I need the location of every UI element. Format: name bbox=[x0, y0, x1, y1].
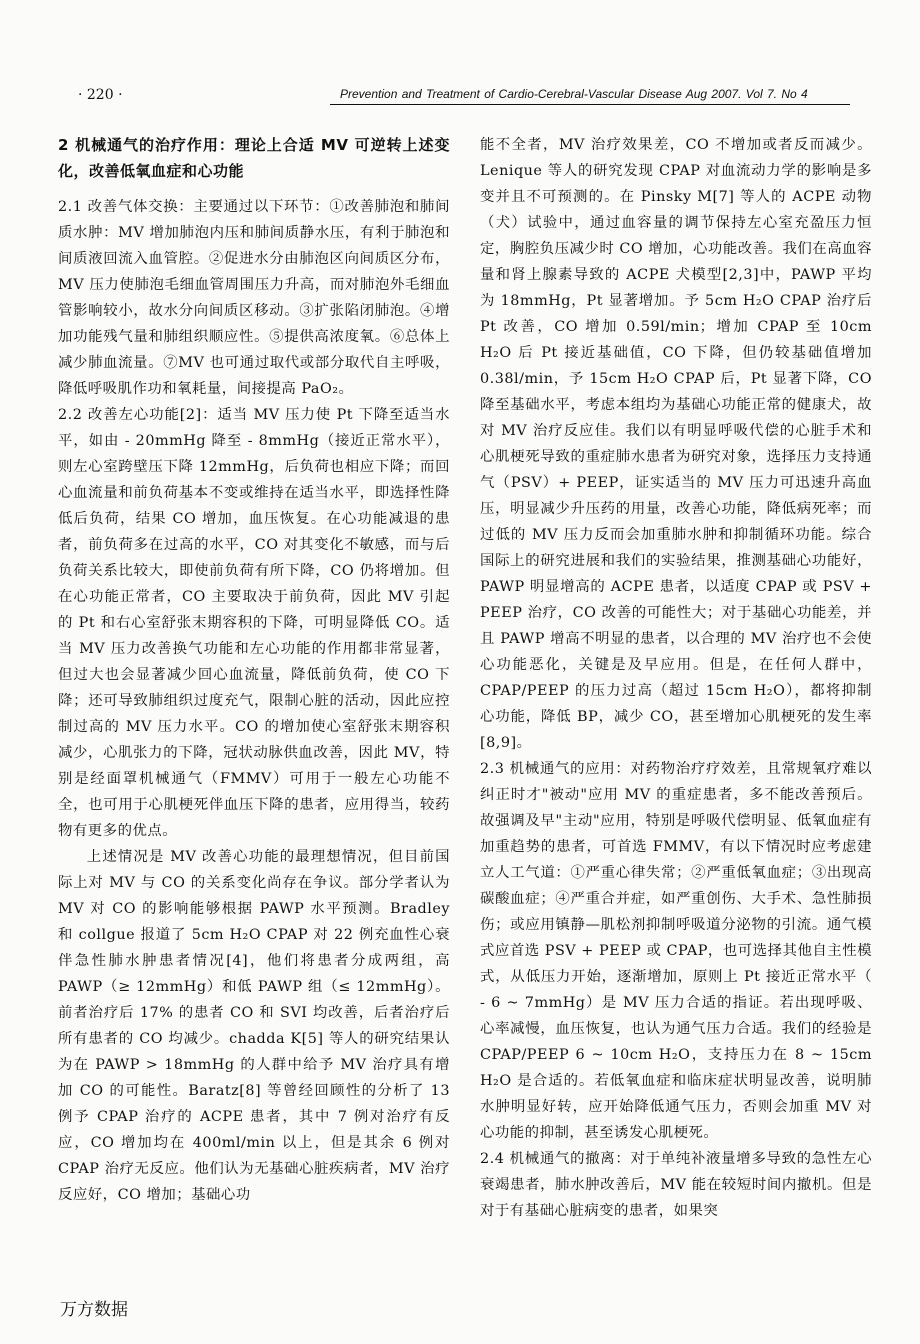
paragraph-2-1: 2.1 改善气体交换：主要通过以下环节：①改善肺泡和肺间质水肿：MV 增加肺泡内压和肺间质静水压，有利于肺泡和间质液回流入血管腔。②促进水分由肺泡区向间质区分布，MV 压力使肺泡毛细血管周围压力升高，而对肺泡外毛细血管影响较小，故水分向间质区移动。③扩张陷闭肺泡。④增加功能残气量和肺组织顺应性。⑤提供高浓度氧。⑥总体上减少肺血流量。⑦MV 也可通过取代或部分取代自主呼吸，降低呼吸肌作功和氧耗量，间接提高 PaO₂。 bbox=[58, 199, 450, 397]
section-title: 2 机械通气的治疗作用：理论上合适 MV 可逆转上述变化，改善低氧血症和心功能 bbox=[58, 136, 450, 180]
paragraph-2-4: 2.4 机械通气的撤离：对于单纯补液量增多导致的急性左心衰竭患者，肺水肿改善后，MV 能在较短时间内撤机。但是对于有基础心脏病变的患者，如果突 bbox=[480, 1151, 872, 1219]
left-column bbox=[58, 132, 450, 1208]
page-number: · 220 · bbox=[78, 87, 123, 103]
paragraph-continued: 能不全者，MV 治疗效果差，CO 不增加或者反而减少。Lenique 等人的研究发现 CPAP 对血流动力学的影响是多变并且不可预测的。在 Pinsky M[7] 等人的 ACPE 动物（犬）试验中，通过血容量的调节保持左心室充盈压力恒定，胸腔负压减少时 CO 增加，心功能改善。我们在高血容量和肾上腺素导致的 ACPE 犬模型[2,3]中，PAWP 平均为 18mmHg，Pt 显著增加。予 5cm H₂O CPAP 治疗后 Pt 改善，CO 增加 0.59l/min；增加 CPAP 至 10cm H₂O 后 Pt 接近基础值，CO 下降，但仍较基础值增加 0.38l/min，予 15cm H₂O CPAP 后，Pt 显著下降，CO 降至基础水平，考虑本组均为基础心功能正常的健康犬，故对 MV 治疗反应佳。我们以有明显呼吸代偿的心脏手术和心肌梗死导致的重症肺水患者为研究对象，选择压力支持通气（PSV）+ PEEP，证实适当的 MV 压力可迅速升高血压，明显减少升压药的用量，改善心功能，降低病死率；而过低的 MV 压力反而会加重肺水肿和抑制循环功能。综合国际上的研究进展和我们的实验结果，推测基础心功能好，PAWP 明显增高的 ACPE 患者，以适度 CPAP 或 PSV + PEEP 治疗，CO 改善的可能性大；对于基础心功能差，并且 PAWP 增高不明显的患者，以合理的 MV 治疗也不会使心功能恶化，关键是及早应用。但是，在任何人群中，CPAP/PEEP 的压力过高（超过 15cm H₂O），都将抑制心功能，降低 BP，减少 CO，甚至增加心肌梗死的发生率[8,9]。 bbox=[480, 137, 872, 751]
header-rule bbox=[330, 104, 850, 105]
paragraph-body: 上述情况是 MV 改善心功能的最理想情况，但目前国际上对 MV 与 CO 的关系变化尚存在争议。部分学者认为 MV 对 CO 的影响能够根据 PAWP 水平预测。Bradley 和 collgue 报道了 5cm H₂O CPAP 对 22 例充血性心衰伴急性肺水肿患者情况[4]，他们将患者分成两组，高 PAWP（≥ 12mmHg）和低 PAWP 组（≤ 12mmHg）。前者治疗后 17% 的患者 CO 和 SVI 均改善，后者治疗后所有患者的 CO 均减少。chadda K[5] 等人的研究结果认为在 PAWP > 18mmHg 的人群中给予 MV 治疗具有增加 CO 的可能性。Baratz[8] 等曾经回顾性的分析了 13 例予 CPAP 治疗的 ACPE 患者，其中 7 例对治疗有反应，CO 增加均在 400ml/min 以上，但是其余 6 例对 CPAP 治疗无反应。他们认为无基础心脏疾病者，MV 治疗反应好，CO 增加；基础心功 bbox=[58, 849, 450, 1203]
right-column bbox=[480, 132, 872, 1224]
watermark: 万方数据 bbox=[60, 1300, 128, 1320]
paragraph-2-3: 2.3 机械通气的应用：对药物治疗疗效差，且常规氧疗难以纠正时才"被动"应用 MV 的重症患者，多不能改善预后。故强调及早"主动"应用，特别是呼吸代偿明显、低氧血症有加重趋势的患者，可首选 FMMV，有以下情况时应考虑建立人工气道：①严重心律失常；②严重低氧血症；③出现高碳酸血症；④严重合并症，如严重创伤、大手术、急性肺损伤；或应用镇静—肌松剂抑制呼吸道分泌物的引流。通气模式应首选 PSV + PEEP 或 CPAP，也可选择其他自主性模式，从低压力开始，逐渐增加，原则上 Pt 接近正常水平（ - 6 ~ 7mmHg）是 MV 压力合适的指证。若出现呼吸、心率减慢，血压恢复，也认为通气压力合适。我们的经验是 CPAP/PEEP 6 ~ 10cm H₂O，支持压力在 8 ~ 15cm H₂O 是合适的。若低氧血症和临床症状明显改善，说明肺水肿明显好转，应开始降低通气压力，否则会加重 MV 对心功能的抑制，甚至诱发心肌梗死。 bbox=[480, 761, 872, 1141]
paragraph-2-2: 2.2 改善左心功能[2]：适当 MV 压力使 Pt 下降至适当水平，如由 - 20mmHg 降至 - 8mmHg（接近正常水平），则左心室跨壁压下降 12mmHg，后负荷也相应下降；而回心血流量和前负荷基本不变或维持在适当水平，即选择性降低后负荷，结果 CO 增加，血压恢复。在心功能减退的患者，前负荷多在过高的水平，CO 对其变化不敏感，而与后负荷关系比较大，即使前负荷有所下降，CO 仍将增加。但在心功能正常者，CO 主要取决于前负荷，因此 MV 引起的 Pt 和右心室舒张末期容积的下降，可明显降低 CO。适当 MV 压力改善换气功能和左心功能的作用都非常显著，但过大也会显著减少回心血流量，降低前负荷，使 CO 下降；还可导致肺组织过度充气，限制心脏的活动，因此应控制过高的 MV 压力水平。CO 的增加使心室舒张末期容积减少，心肌张力的下降，冠状动脉供血改善，因此 MV，特别是经面罩机械通气（FMMV）可用于一般左心功能不全，也可用于心肌梗死伴血压下降的患者，应用得当，较药物有更多的优点。 bbox=[58, 407, 450, 839]
running-header-journal: Prevention and Treatment of Cardio-Cerebral-Vascular Disease Aug 2007. Vol 7. No 4 bbox=[340, 87, 808, 101]
